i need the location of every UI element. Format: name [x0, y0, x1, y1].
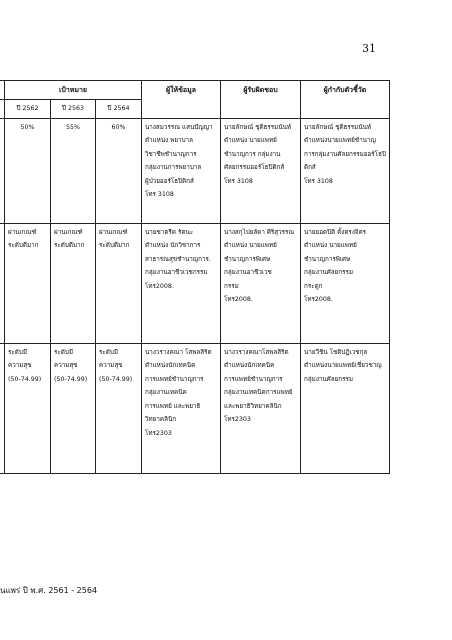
- indicator-owner-cell: นายลักษณ์ ชุติธรรมนันท์ ตำแหน่งนายแพทย์ชำนาญ การกลุ่มงานศัลยกรรมออร์โธปิ ดิกส์ โทร 3108: [301, 118, 390, 223]
- indicator-owner-cell: นายวีชิน โชติปฏิเวชกุล ตำแหน่งนายแพทย์เชี่ยวชาญ กลุ่มงานศัลยกรรม: [301, 343, 390, 473]
- indicator-table: [0, 80, 390, 474]
- target-2564-cell: ระดับมี ความสุข (50-74.99): [96, 343, 142, 473]
- year-2563-header: ปี 2563: [51, 100, 96, 119]
- responsible-cell: นายลักษณ์ ชุติธรรมนันท์ ตำแหน่ง นายแพทย์ ชำนาญการ กลุ่มงาน ศัลยกรรมออร์โธปิดิกส์ โทร 3108: [221, 118, 301, 223]
- table-row: [0, 343, 389, 473]
- info-provider-header: ผู้ให้ข้อมูล: [142, 81, 221, 119]
- target-2562-cell: ผ่านเกณฑ์ ระดับดีมาก: [5, 223, 51, 343]
- table-row: [0, 223, 389, 343]
- indicator-owner-cell: นายยอดปิติ ตั้งตรงจิตร ตำแหน่ง นายแพทย์ ชำนาญการพิเศษ กลุ่มงานศัลยกรรม กระดูก โทร2008.: [301, 223, 390, 343]
- responsible-header: ผู้รับผิดชอบ: [221, 81, 301, 119]
- info-provider-cell: นางวรางคณา โสพลสิริต ตำแหน่งนักเทคนิค การแพทย์ชำนาญการ กลุ่มงานเทคนิค การแพทย์ และพยาธิ วิทยาคลินิก โทร2303: [142, 343, 221, 473]
- info-provider-cell: นายชาตรีค รัตนะ ตำแหน่ง นักวิชาการ สาธารณสุขชำนาญการ. กลุ่มงานอาชีวเวชกรรม โทร2008.: [142, 223, 221, 343]
- responsible-cell: นางสกุไปยลัดา ศิริสุวรรณ ตำแหน่ง นายแพทย์ ชำนาญการพิเศษ กลุ่มงานอาชีวเวช กรรม โทร2008.: [221, 223, 301, 343]
- responsible-cell: นางวรางคณาโสพลสิริต ตำแหน่งนักเทคนิค การแพทย์ชำนาญการ กลุ่มงานเทคนิคการแพทย์ และพยาธิวิทยาคลินิก โทร2303: [221, 343, 301, 473]
- table-row: [0, 118, 389, 223]
- target-2562-cell: ระดับมี ความสุข (50-74.99): [5, 343, 51, 473]
- header-row-1: [0, 81, 389, 100]
- target-2562-cell: 50%: [5, 118, 51, 223]
- page-number: 31: [362, 42, 376, 55]
- target-2563-cell: ผ่านเกณฑ์ ระดับดีมาก: [51, 223, 96, 343]
- target-2564-cell: 60%: [96, 118, 142, 223]
- target-header: เป้าหมาย: [5, 81, 142, 100]
- page-footer: นแพร่ ปี พ.ศ. 2561 - 2564: [0, 586, 98, 595]
- indicator-owner-header: ผู้กำกับตัวชี้วัด: [301, 81, 390, 119]
- info-provider-cell: นางสมวรรณ แสนปัญญา ตำแหน่ง พยาบาล วิชาชีพชำนาญการ กลุ่มงานการพยาบาล ผู้ป่วยออร์โธปิดิกส์ โทร 3108: [142, 118, 221, 223]
- year-2564-header: ปี 2564: [96, 100, 142, 119]
- year-2562-header: ปี 2562: [5, 100, 51, 119]
- target-2564-cell: ผ่านเกณฑ์ ระดับดีมาก: [96, 223, 142, 343]
- target-2563-cell: 55%: [51, 118, 96, 223]
- target-2563-cell: ระดับมี ความสุข (50-74.99): [51, 343, 96, 473]
